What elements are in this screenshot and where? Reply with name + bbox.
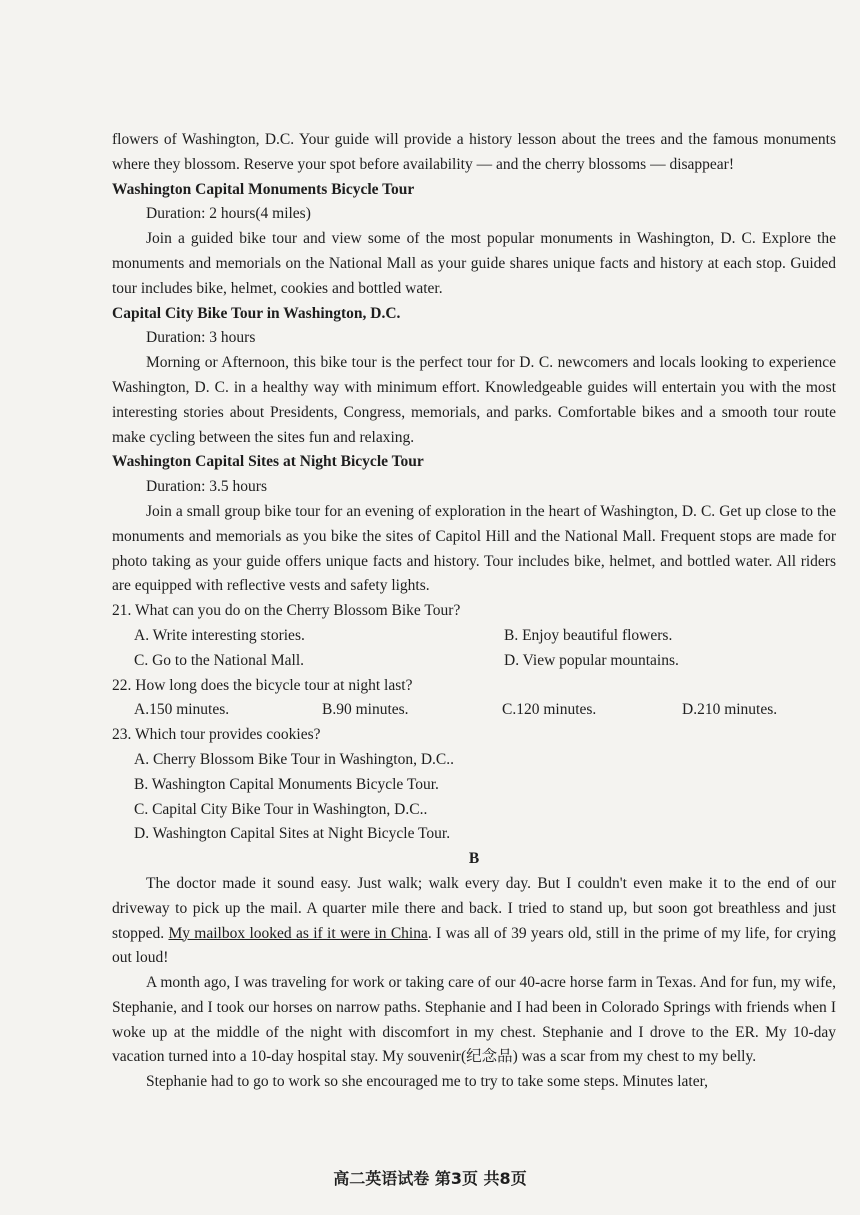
question-option: C. Go to the National Mall. bbox=[134, 651, 305, 669]
question-option: C. Capital City Bike Tour in Washington, D.C.. bbox=[134, 800, 428, 818]
question-option: B. Enjoy beautiful flowers. bbox=[504, 626, 673, 644]
passage-text: The doctor made it sound easy. Just walk; walk every day. But I couldn't even make it to the end of our driveway to pick up the mail. A quarter mile there and back. I tried to stand up, but soon got breathless and just stopped. bbox=[112, 874, 836, 942]
tour-description-night: Join a small group bike tour for an evening of exploration in the heart of Washington, D. C. Get up close to the monuments and memorials as you bike the sites of Capitol Hill and the National Mall. Frequent stops are made for photo taking as your guide offers unique facts and history. Tour includes bike, helmet, and bottled water. All riders are equipped with reflective vests and safety lights. bbox=[112, 502, 836, 595]
tour-duration-night: Duration: 3.5 hours bbox=[146, 478, 267, 496]
question-21-stem: 21. What can you do on the Cherry Blossom Bike Tour? bbox=[112, 602, 461, 620]
page-content bbox=[112, 128, 836, 1095]
tour-description-capital-city: Morning or Afternoon, this bike tour is the perfect tour for D. C. newcomers and locals looking to experience Washington, D. C. in a healthy way with minimum effort. Knowledgeable guides will entertain you with the most interesting stories about Presidents, Congress, memorials, and parks. Comfortable bikes and a smooth tour route make cycling between the sites fun and relaxing. bbox=[112, 354, 836, 446]
passage-b-paragraph-3: Stephanie had to go to work so she encouraged me to try to take some steps. Minutes later, bbox=[146, 1073, 708, 1091]
question-option: D.210 minutes. bbox=[682, 701, 778, 719]
passage-b-paragraph-1 bbox=[112, 872, 836, 971]
question-option: B.90 minutes. bbox=[322, 701, 409, 719]
tour-title-night: Washington Capital Sites at Night Bicycle Tour bbox=[112, 453, 424, 471]
question-option: A. Cherry Blossom Bike Tour in Washington, D.C.. bbox=[134, 750, 455, 768]
question-23-options bbox=[112, 748, 836, 847]
tour-duration-monuments: Duration: 2 hours(4 miles) bbox=[146, 205, 311, 223]
tour-title-monuments: Washington Capital Monuments Bicycle Tour bbox=[112, 180, 415, 198]
question-23-stem: 23. Which tour provides cookies? bbox=[112, 726, 321, 744]
question-option: D. View popular mountains. bbox=[504, 651, 679, 669]
tour-duration-capital-city: Duration: 3 hours bbox=[146, 329, 256, 347]
question-option: D. Washington Capital Sites at Night Bicycle Tour. bbox=[134, 825, 451, 843]
underlined-sentence: My mailbox looked as if it were in China bbox=[168, 924, 428, 942]
section-b-heading: B bbox=[468, 850, 480, 868]
question-option: C.120 minutes. bbox=[502, 701, 597, 719]
question-option: B. Washington Capital Monuments Bicycle Tour. bbox=[134, 775, 439, 793]
question-21-options bbox=[112, 624, 836, 674]
question-22-options bbox=[112, 698, 836, 723]
passage-text: . I was all of 39 years old, still in the prime of my life, for crying out loud! bbox=[112, 924, 836, 967]
intro-paragraph: flowers of Washington, D.C. Your guide will provide a history lesson about the trees and the famous monuments where they blossom. Reserve your spot before availability — and the cherry blossoms — disappear! bbox=[112, 131, 836, 173]
question-22-stem: 22. How long does the bicycle tour at night last? bbox=[112, 676, 413, 694]
tour-description-monuments: Join a guided bike tour and view some of the most popular monuments in Washington, D. C. Explore the monuments and memorials on the National Mall as your guide shares unique facts and history at each stop. Guided tour includes bike, helmet, cookies and bottled water. bbox=[112, 230, 836, 297]
page-footer: 高二英语试卷 第3页 共8页 bbox=[333, 1169, 527, 1188]
passage-b-paragraph-2: A month ago, I was traveling for work or taking care of our 40-acre horse farm in Texas. And for fun, my wife, Stephanie, and I took our horses on narrow paths. Stephanie and I had been in Colorado Springs with friends when I woke up at the middle of the night with discomfort in my chest. Stephanie and I drove to the ER. My 10-day vacation turned into a 10-day hospital stay. My souvenir(纪念品) was a scar from my chest to my belly. bbox=[112, 974, 836, 1066]
question-option: A. Write interesting stories. bbox=[134, 626, 305, 644]
tour-title-capital-city: Capital City Bike Tour in Washington, D.C. bbox=[112, 304, 401, 322]
question-option: A.150 minutes. bbox=[134, 701, 230, 719]
